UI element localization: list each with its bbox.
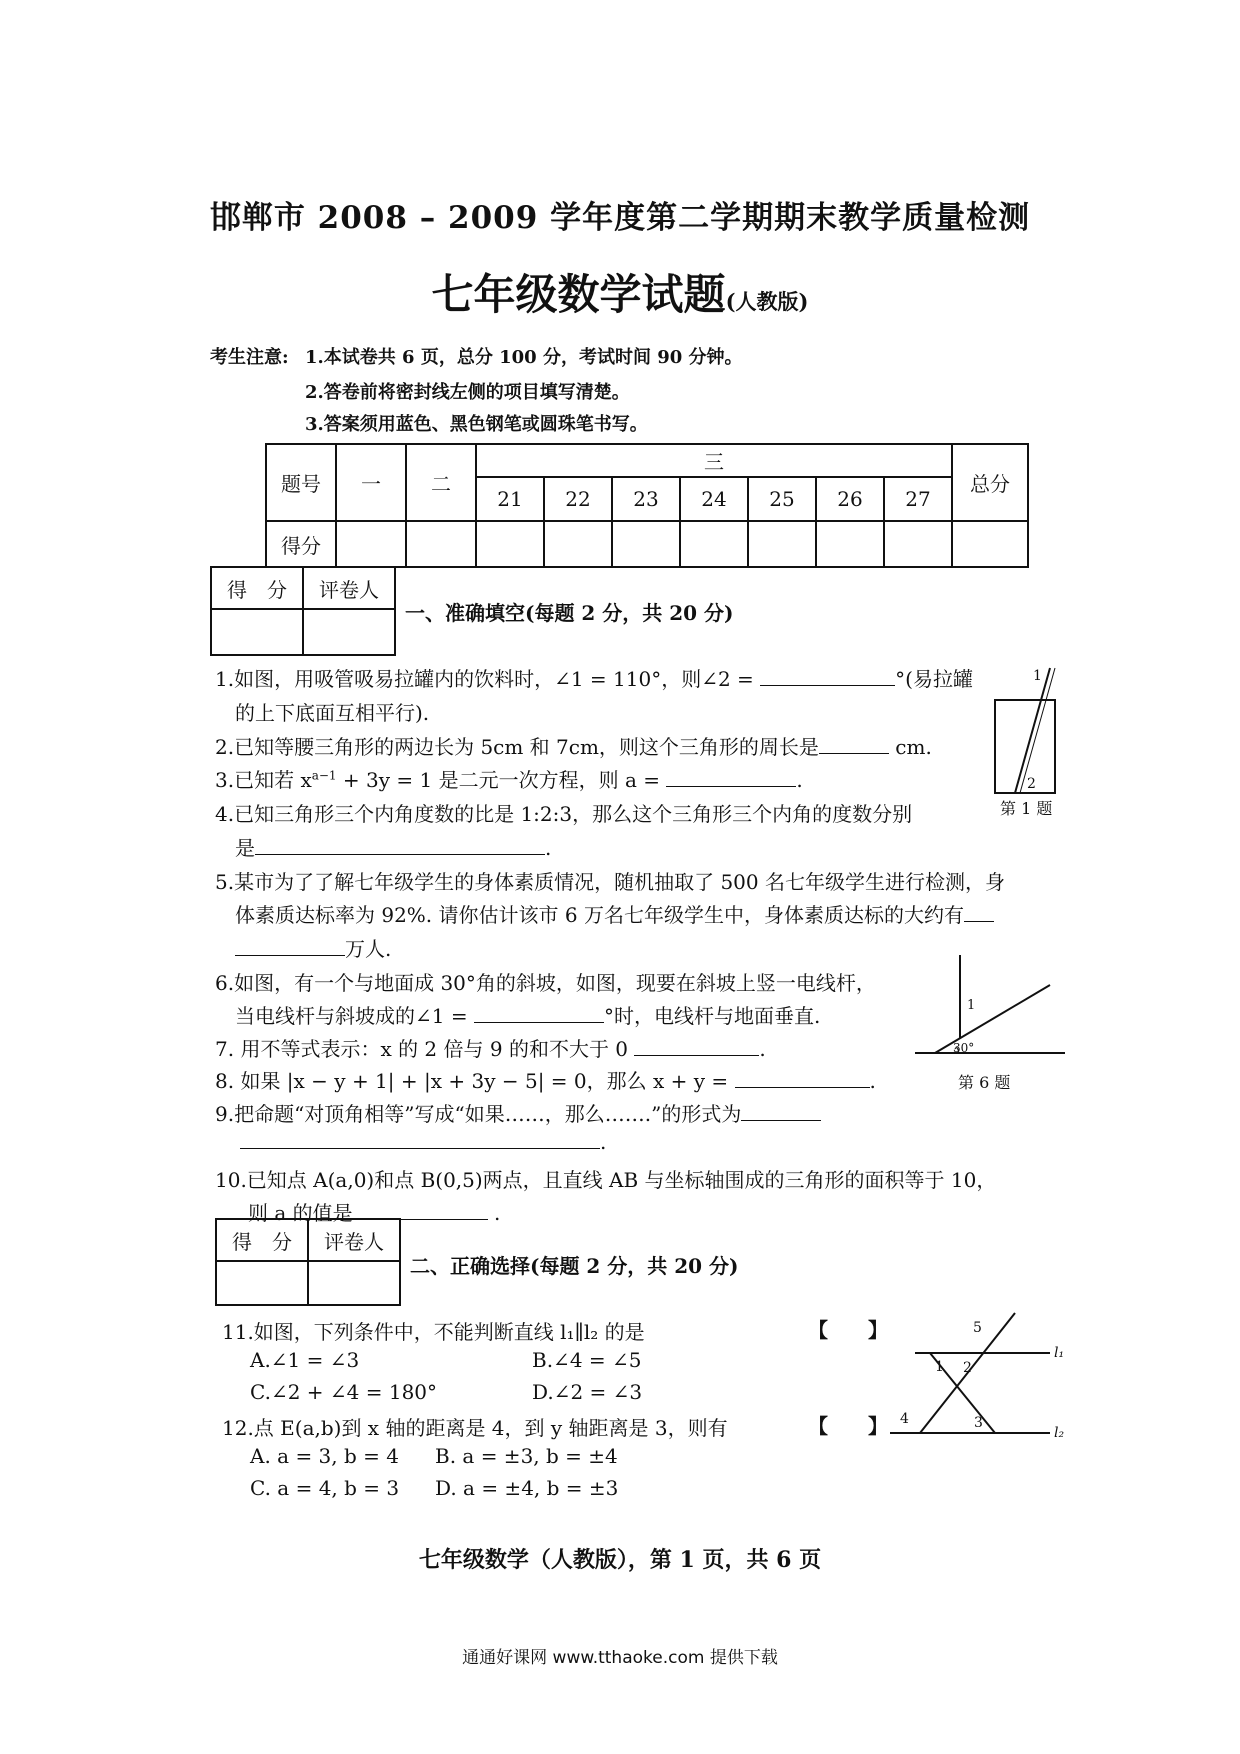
q9-blank[interactable] bbox=[741, 1102, 821, 1121]
q6-text-2: °时，电线杆与地面垂直. bbox=[603, 1004, 821, 1028]
score-row-label-2: 得分 bbox=[266, 521, 336, 567]
q4-period: . bbox=[545, 836, 552, 860]
q5-blank-2[interactable] bbox=[235, 937, 345, 956]
q12-answer-bracket[interactable]: 【 】 bbox=[808, 1414, 888, 1438]
figure-1-label-angle-1: 1 bbox=[1033, 668, 1042, 684]
figure-6-label-30: 30° bbox=[953, 1041, 975, 1055]
figure-11-label-3: 3 bbox=[974, 1415, 983, 1431]
question-9 bbox=[215, 1098, 821, 1127]
q8-blank[interactable] bbox=[735, 1069, 870, 1088]
score-cell bbox=[884, 521, 952, 567]
grader-score-label: 得 分 bbox=[211, 567, 303, 609]
question-12: 12.点 E(a,b)到 x 轴的距离是 4，到 y 轴距离是 3，则有 bbox=[222, 1416, 728, 1440]
question-6: 6.如图，有一个与地面成 30°角的斜坡，如图，现要在斜坡上竖一电线杆， bbox=[215, 971, 876, 995]
score-cell bbox=[406, 521, 476, 567]
score-row-label: 题号 bbox=[266, 444, 336, 521]
question-5-cont bbox=[235, 899, 994, 928]
score-sub-21: 21 bbox=[476, 477, 544, 521]
question-3 bbox=[215, 764, 803, 793]
q12-option-a[interactable]: A. a = 3, b = 4 bbox=[250, 1444, 399, 1468]
grader-name-label: 评卷人 bbox=[303, 567, 395, 609]
figure-11-parallel-lines bbox=[880, 1305, 1080, 1455]
figure-11-label-4: 4 bbox=[900, 1411, 909, 1427]
question-6-cont bbox=[235, 1000, 820, 1029]
question-4: 4.已知三角形三个内角度数的比是 1:2:3，那么这个三角形三个内角的度数分别 bbox=[215, 802, 913, 826]
score-sub-27: 27 bbox=[884, 477, 952, 521]
score-cell bbox=[748, 521, 816, 567]
q12-option-d[interactable]: D. a = ±4, b = ±3 bbox=[435, 1476, 619, 1500]
figure-1-label-angle-2: 2 bbox=[1027, 776, 1036, 792]
q12-option-b[interactable]: B. a = ±3, b = ±4 bbox=[435, 1444, 618, 1468]
q2-blank[interactable] bbox=[819, 735, 889, 754]
q10-period: . bbox=[494, 1201, 501, 1225]
figure-11-label-1: 1 bbox=[935, 1359, 944, 1375]
source-line: 通通好课网 www.tthaoke.com 提供下载 bbox=[462, 1648, 778, 1668]
figure-11-label-5: 5 bbox=[973, 1320, 982, 1336]
q1-text-2: °(易拉罐 bbox=[895, 667, 973, 691]
q6-text: 当电线杆与斜坡成的∠1 = bbox=[235, 1004, 468, 1028]
q7-blank[interactable] bbox=[634, 1037, 759, 1056]
paper-title bbox=[0, 262, 1240, 322]
q7-period: . bbox=[759, 1037, 766, 1061]
score-col-3: 三 bbox=[476, 444, 952, 477]
grader-name-label: 评卷人 bbox=[308, 1219, 400, 1261]
q3-exponent: a−1 bbox=[311, 768, 337, 783]
score-cell bbox=[680, 521, 748, 567]
q10-text: 则 a 的值是 bbox=[248, 1201, 353, 1225]
q4-text: 是 bbox=[235, 836, 255, 860]
figure-6-slope bbox=[905, 955, 1075, 1065]
q3-blank[interactable] bbox=[666, 768, 796, 787]
q7-text: 7. 用不等式表示：x 的 2 倍与 9 的和不大于 0 bbox=[215, 1037, 629, 1061]
section-1-title: 一、准确填空(每题 2 分，共 20 分) bbox=[405, 601, 734, 625]
question-5: 5.某市为了了解七年级学生的身体素质情况，随机抽取了 500 名七年级学生进行检测，身 bbox=[215, 870, 1005, 894]
question-8 bbox=[215, 1065, 876, 1094]
q5-blank[interactable] bbox=[964, 903, 994, 922]
q11-option-b[interactable]: B.∠4 = ∠5 bbox=[532, 1348, 642, 1372]
figure-11-label-2: 2 bbox=[963, 1360, 972, 1376]
score-cell bbox=[544, 521, 612, 567]
q3-text-2: + 3y = 1 是二元一次方程，则 a = bbox=[336, 768, 661, 792]
question-7 bbox=[215, 1033, 766, 1062]
score-table bbox=[265, 443, 1029, 568]
edition-label: (人教版) bbox=[725, 289, 809, 314]
figure-1-caption: 第 1 题 bbox=[1000, 799, 1053, 818]
question-4-cont bbox=[235, 832, 551, 861]
figure-11-label-l2: l₂ bbox=[1054, 1425, 1065, 1441]
score-col-2: 二 bbox=[406, 444, 476, 521]
grader-box-1 bbox=[210, 566, 396, 656]
figure-6-label-angle-1: 1 bbox=[967, 998, 976, 1013]
q9-period: . bbox=[600, 1130, 607, 1154]
section-2-title: 二、正确选择(每题 2 分，共 20 分) bbox=[410, 1254, 739, 1278]
notice-item-2: 2.答卷前将密封线左侧的项目填写清楚。 bbox=[305, 382, 630, 403]
q8-text: 8. 如果 |x − y + 1| + |x + 3y − 5| = 0，那么 x + y = bbox=[215, 1069, 729, 1093]
q1-text: 1.如图，用吸管吸易拉罐内的饮料时，∠1 = 110°，则∠2 = bbox=[215, 667, 754, 691]
grader-score-cell bbox=[211, 609, 303, 655]
score-cell bbox=[476, 521, 544, 567]
q3-period: . bbox=[796, 768, 803, 792]
grader-score-cell bbox=[216, 1261, 308, 1305]
q12-option-c[interactable]: C. a = 4, b = 3 bbox=[250, 1476, 400, 1500]
q5-text: 体素质达标率为 92%. 请你估计该市 6 万名七年级学生中，身体素质达标的大约有 bbox=[235, 903, 964, 927]
notice-item-3: 3.答案须用蓝色、黑色钢笔或圆珠笔书写。 bbox=[305, 414, 648, 435]
score-sub-23: 23 bbox=[612, 477, 680, 521]
exam-title: 邯郸市 2008 – 2009 学年度第二学期期末教学质量检测 bbox=[209, 200, 1031, 236]
score-cell bbox=[612, 521, 680, 567]
grader-score-label: 得 分 bbox=[216, 1219, 308, 1261]
grader-name-cell bbox=[308, 1261, 400, 1305]
q1-blank[interactable] bbox=[760, 667, 895, 686]
q11-option-c[interactable]: C.∠2 + ∠4 = 180° bbox=[250, 1380, 438, 1404]
paper-title-text: 七年级数学试题 bbox=[431, 270, 726, 319]
question-10: 10.已知点 A(a,0)和点 B(0,5)两点，且直线 AB 与坐标轴围成的三角形的面积等于 10， bbox=[215, 1168, 997, 1192]
score-col-1: 一 bbox=[336, 444, 406, 521]
question-2 bbox=[215, 731, 932, 760]
question-1-cont: 的上下底面互相平行). bbox=[235, 701, 430, 725]
question-9-cont bbox=[240, 1130, 606, 1154]
q11-option-d[interactable]: D.∠2 = ∠3 bbox=[532, 1380, 643, 1404]
score-sub-25: 25 bbox=[748, 477, 816, 521]
q3-text: 3.已知若 x bbox=[215, 768, 312, 792]
figure-6-caption: 第 6 题 bbox=[958, 1073, 1011, 1092]
q2-text: 2.已知等腰三角形的两边长为 5cm 和 7cm，则这个三角形的周长是 bbox=[215, 735, 819, 759]
score-total: 总分 bbox=[952, 444, 1028, 521]
q2-unit: cm. bbox=[895, 735, 932, 759]
question-5-cont-2 bbox=[235, 933, 391, 962]
q11-answer-bracket[interactable]: 【 】 bbox=[808, 1318, 888, 1342]
score-cell bbox=[816, 521, 884, 567]
q9-text: 9.把命题“对顶角相等”写成“如果……，那么…….”的形式为 bbox=[215, 1102, 742, 1126]
notice-item-1: 1.本试卷共 6 页，总分 100 分，考试时间 90 分钟。 bbox=[305, 347, 743, 368]
score-sub-24: 24 bbox=[680, 477, 748, 521]
q9-blank-2[interactable] bbox=[240, 1130, 600, 1149]
q11-option-a[interactable]: A.∠1 = ∠3 bbox=[250, 1348, 360, 1372]
figure-11-label-l1: l₁ bbox=[1054, 1345, 1065, 1361]
question-11: 11.如图，下列条件中，不能判断直线 l₁∥l₂ 的是 bbox=[222, 1320, 645, 1344]
score-sub-22: 22 bbox=[544, 477, 612, 521]
score-cell bbox=[952, 521, 1028, 567]
grader-name-cell bbox=[303, 609, 395, 655]
q5-unit: 万人. bbox=[345, 937, 392, 961]
question-1 bbox=[215, 663, 973, 692]
q8-period: . bbox=[869, 1069, 876, 1093]
grader-box-2 bbox=[215, 1218, 401, 1306]
q4-blank[interactable] bbox=[255, 836, 545, 855]
q6-blank[interactable] bbox=[474, 1004, 604, 1023]
score-cell bbox=[336, 521, 406, 567]
page-footer: 七年级数学（人教版），第 1 页，共 6 页 bbox=[418, 1547, 822, 1573]
figure-1-can bbox=[985, 660, 1085, 810]
score-sub-26: 26 bbox=[816, 477, 884, 521]
notice-label: 考生注意: bbox=[210, 347, 289, 368]
